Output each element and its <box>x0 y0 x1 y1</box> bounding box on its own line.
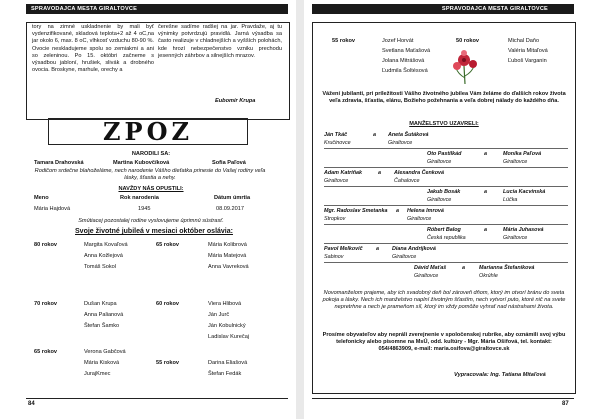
jubilee-age: 60 rokov <box>156 301 180 307</box>
couple-divider <box>324 224 568 225</box>
couple-divider <box>324 167 568 168</box>
groom-name: Oto Pastilkád <box>427 151 462 157</box>
jubilant-name: Ľuboš Varganin <box>508 58 547 64</box>
groom-town: Giraltovce <box>427 159 452 165</box>
groom-town: Stropkov <box>324 216 346 222</box>
jubilant-name: Svetlana Maťašová <box>382 48 431 54</box>
jubilant-name: Ľudmila Šoltésová <box>382 68 428 74</box>
and-word: a <box>484 227 487 233</box>
jubilee-age: 65 rokov <box>156 242 180 248</box>
death-name: Mária Hajdová <box>34 206 71 212</box>
couple-divider <box>324 186 568 187</box>
jubilee-age: 55 rokov <box>332 38 356 44</box>
couple-divider <box>324 148 568 149</box>
births-title: NARODILI SA: <box>131 151 171 157</box>
bride-name: Alexandra Čenková <box>394 170 445 176</box>
jubilant-name: Verona Gabčová <box>84 349 126 355</box>
publication-notice: Prosíme obyvateľov aby nepráli zverejnenie v spoločenskej rubrike, aby oznámili svoj výbu telefonicky alebo písomne na MsÚ, odd. kultúry - Mgr. Mária Ošifová, tel. kontakt: 054/4863909, e-mail: maria.osifova@giraltovce.sk <box>322 332 566 353</box>
jubilant-name: Anna Palianová <box>84 312 124 318</box>
couple-divider <box>324 243 568 244</box>
bride-town: Giraltovce <box>388 140 413 146</box>
groom-town: Giraltovce <box>414 273 439 279</box>
jubilant-name: Anna Kožlejová <box>84 253 123 259</box>
groom-name: Ján Tkáč <box>324 132 348 138</box>
deaths-header-date: Dátum úmrtia <box>214 195 251 201</box>
groom-town: Giraltovce <box>324 178 349 184</box>
bride-town: Giraltovce <box>503 159 528 165</box>
jubilant-name: Štefan Šamko <box>84 323 120 329</box>
jubilee-title: Svoje životné jubileá v mesiaci október oslávia: <box>75 228 233 235</box>
deaths-header-year: Rok narodenia <box>120 195 159 201</box>
jubilant-name: Tomáš Sokol <box>84 264 117 270</box>
jubilant-name: Michal Daňo <box>508 38 540 44</box>
groom-town: Česká republika <box>427 235 466 241</box>
bride-name: Lucia Kacvinská <box>503 189 546 195</box>
jubilant-name: Jozef Horvát <box>382 38 414 44</box>
jubilant-name: Dušan Krupa <box>84 301 117 307</box>
bride-name: Diana Andrijková <box>392 246 436 252</box>
bride-town: Giraltovce <box>407 216 432 222</box>
bride-town: Giraltovce <box>503 235 528 241</box>
birth-name: Martina Kubovčíková <box>113 160 170 166</box>
and-word: a <box>373 132 376 138</box>
groom-name: Jakub Bosák <box>427 189 461 195</box>
bride-name: Monika Paľová <box>503 151 542 157</box>
jubilant-name: JurajKmec <box>84 371 111 377</box>
couple-divider <box>324 262 568 263</box>
and-word: a <box>378 170 381 176</box>
groom-name: Dávid Maťaš <box>414 265 447 271</box>
birth-name: Sofia Paľová <box>212 160 246 166</box>
jubilant-name: Ján Kobulnický <box>208 323 246 329</box>
jubilant-name: Darina Eliašová <box>208 360 248 366</box>
article-col1: tory na zimné uskladnenie by mali byť vydenzifikované, skladová teplota+2 až 4 oC,na jar okolo 6, max. 8 oC, vlhkosť vzduchu 80-90 %. Ovocie neskladujeme spolu so zemiakmi a ani so zeleninou. Po 15. októbri začneme s výsadbou jabloní, hrušiek, slivák a drobného ovocia. Broskyne, marhule, orechy a <box>32 24 154 74</box>
and-word: a <box>484 189 487 195</box>
page-gutter <box>296 0 304 419</box>
bride-name: Aneta Šutáková <box>388 132 429 138</box>
prepared-by: Vypracovala: Ing. Tatiana Mitaľová <box>454 372 546 378</box>
death-date: 08.09.2017 <box>216 206 244 212</box>
and-word: a <box>376 246 379 252</box>
right-header: SPRAVODAJCA MESTA GIRALTOVCE <box>312 4 574 14</box>
flower-bouquet-image <box>452 48 478 86</box>
deaths-note: Smútiacej pozostalej rodine vyslovujeme úprimnú sústrasť. <box>78 218 224 224</box>
jubilee-age: 80 rokov <box>34 242 58 248</box>
jubilant-name: Ladislav Kurečaj <box>208 334 250 340</box>
groom-town: Giraltovce <box>427 197 452 203</box>
footer-rule <box>312 398 574 399</box>
bride-name: Helena Imrová <box>407 208 444 214</box>
groom-name: Adam Katriňak <box>324 170 363 176</box>
congratulations-text: Vážení jubilanti, pri príležitosti Vášho životného jubilea Vám želáme do ďalších rokov života veľa zdravia, šťastia, elánu, Božieho požehnania a veľa dobrej nálady do každého dňa. <box>322 91 566 105</box>
jubilant-name: Ján Jurč <box>208 312 230 318</box>
newlyweds-wish: Novomanželom prajeme, aby ich svadobný deň bol zároveň dňom, ktorý im otvorí bránu do sveta pokoja a lásky. Nech ich manželstvo naplní životným šťastím, nech vytvorí puto, ktoré nič na svete nepretrhne a nech je prameňom síl, ktorý im vždy pomôže vyhrať nad nástrahami života. <box>322 290 566 311</box>
jubilee-age: 55 rokov <box>156 360 180 366</box>
jubilant-name: Mária Kisková <box>84 360 120 366</box>
jubilant-name: Mária Kolibrová <box>208 242 247 248</box>
page-number: 87 <box>562 401 569 407</box>
bride-town: Lúčka <box>503 197 518 203</box>
marriage-title: MANŽELSTVO UZAVRELI: <box>409 121 479 127</box>
jubilee-age: 70 rokov <box>34 301 58 307</box>
bride-town: Giraltovce <box>392 254 417 260</box>
deaths-header-name: Meno <box>34 195 49 201</box>
and-word: a <box>396 208 399 214</box>
footer-rule <box>26 398 288 399</box>
left-header: SPRAVODAJCA MESTA GIRALTOVCE <box>26 4 288 14</box>
jubilee-age: 50 rokov <box>456 38 480 44</box>
page-number: 84 <box>28 401 35 407</box>
jubilant-name: Anna Vavreková <box>208 264 249 270</box>
jubilant-name: Štefan Fedák <box>208 371 242 377</box>
right-page <box>304 0 600 419</box>
jubilant-name: Mária Matejová <box>208 253 247 259</box>
jubilant-name: Margita Kovaľová <box>84 242 128 248</box>
groom-town: Sabinov <box>324 254 344 260</box>
zpoz-title: ZPOZ <box>48 118 248 145</box>
groom-town: Kručinovce <box>324 140 351 146</box>
births-wish: Rodičom srdečne blahoželáme, nech narodenie Vášho dieťatka prinesie do Vašej rodiny veľa lásky, šťastia a nehy. <box>34 168 266 182</box>
article-col2: čerešne sadíme radšej na jar. Pravdaže, aj tu výnimky potvrdzujú pravidlá. Jarná výsadba sa často realizuje v chladnejších a vyšších polohách, kde hrozí nebezpečenstvo vzniku prechodu jesenných záhrbov a silnejších mrazov. <box>158 24 282 59</box>
couple-divider <box>324 205 568 206</box>
jubilee-age: 65 rokov <box>34 349 58 355</box>
bride-name: Marianna Štefaniková <box>479 265 535 271</box>
birth-name: Tamara Drahovská <box>34 160 84 166</box>
deaths-title: NAVŽDY NÁS OPUSTILI: <box>118 186 184 192</box>
jubilant-name: Valéria Mitaľová <box>508 48 548 54</box>
article-author: Eubomír Krupa <box>215 98 256 104</box>
bride-name: Mária Juhasová <box>503 227 544 233</box>
left-page <box>0 0 296 419</box>
death-year: 1945 <box>138 206 151 212</box>
and-word: a <box>484 151 487 157</box>
groom-name: Pavol Melkovič <box>324 246 363 252</box>
bride-town: Čahalovce <box>394 178 420 184</box>
bride-town: Okrúhle <box>479 273 498 279</box>
jubilant-name: Viera Hlibová <box>208 301 242 307</box>
groom-name: Mgr. Radoslav Smetanka <box>324 208 388 214</box>
and-word: a <box>462 265 465 271</box>
groom-name: Róbert Balog <box>427 227 461 233</box>
jubilant-name: Jolana Mitrášová <box>382 58 425 64</box>
